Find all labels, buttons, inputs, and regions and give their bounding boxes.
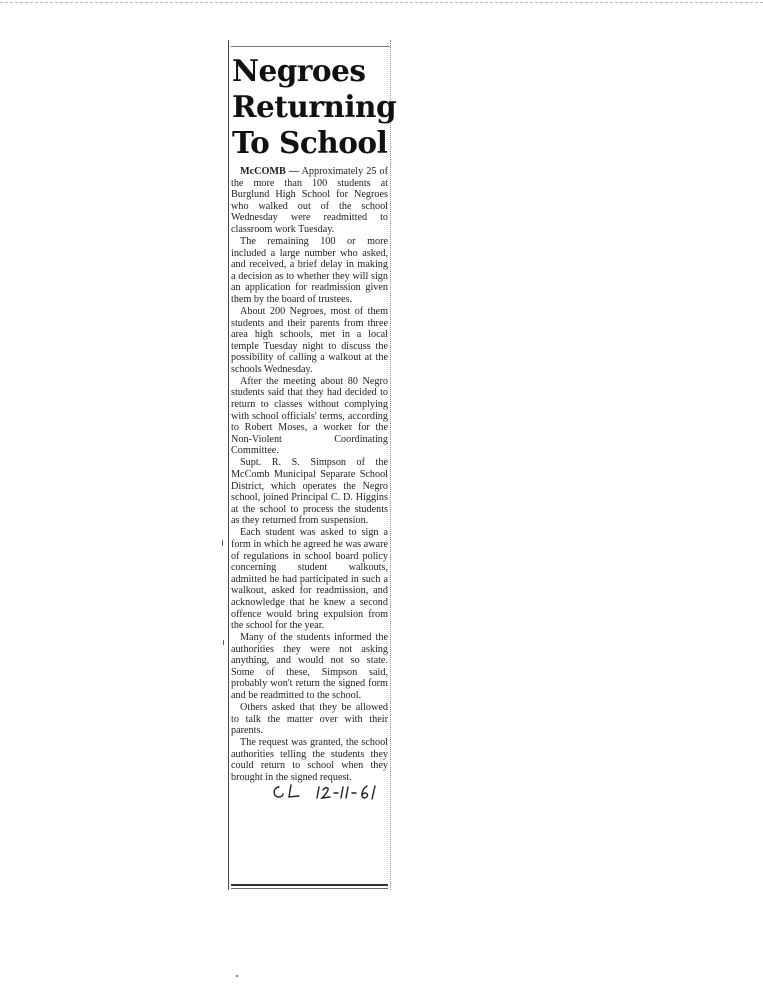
paragraph-2: The remaining 100 or more included a large number who asked, and received, a brief delay in making a decision as to whether they will sign an application for readmission given them by the board of trustees. — [231, 235, 388, 305]
handwritten-date-signature — [271, 781, 389, 803]
article-headline — [232, 53, 397, 161]
headline-line-1: Negroes — [232, 53, 366, 88]
article-body — [231, 166, 388, 784]
paragraph-3: About 200 Negroes, most of them students and their parents from three area high schools, met in a local temple Tuesday night to discuss the possibility of calling a walkout at the schools Wednesday. — [231, 305, 388, 375]
paragraph-6: Each student was asked to sign a form in which he agreed he was aware of regulations in school board policy concerning student walkouts, admitted he had participated in such a walkout, asked for readmission, and acknowledge that he knew a second offence would bring expulsion from the school for the year. — [231, 527, 388, 632]
paragraph-5: Supt. R. S. Simpson of the McComb Municipal Separate School District, which operates the Negro school, joined Principal C. D. Higgins at the school to process the students as they returned from suspension. — [231, 457, 388, 527]
paragraph-9: The request was granted, the school authorities telling the students they could return to school when they brought in the signed request. — [231, 737, 388, 783]
paragraph-7: Many of the students informed the authorities they were not asking anything, and would not so state. Some of these, Simpson said, probably won't return the signed form and be readmitted to the school. — [231, 632, 388, 702]
paragraph-4: After the meeting about 80 Negro students said that they had decided to return to classes without complying with school officials' terms, according to Robert Moses, a worker for the Non-Violent Coordinating Committee. — [231, 375, 388, 457]
scan-speck — [222, 540, 223, 546]
headline-line-2: Returning — [232, 89, 397, 124]
headline-line-3: To School — [232, 125, 388, 160]
scan-speck — [223, 640, 224, 645]
newspaper-clipping — [228, 40, 397, 890]
dateline: McCOMB — — [240, 166, 300, 177]
clipping-top-rule — [231, 46, 390, 47]
scan-top-border — [0, 2, 763, 3]
paragraph-8: Others asked that they be allowed to talk the matter over with their parents. — [231, 702, 388, 737]
paragraph-1: McCOMB — Approximately 25 of the more than 100 students at Burglund High School for Negroes who walked out of the school Wednesday were readmitted to classroom work Tuesday. — [231, 166, 388, 235]
clipping-bottom-rule-thin — [231, 888, 388, 889]
clipping-bottom-rule — [231, 884, 388, 886]
scan-speck — [236, 975, 238, 977]
